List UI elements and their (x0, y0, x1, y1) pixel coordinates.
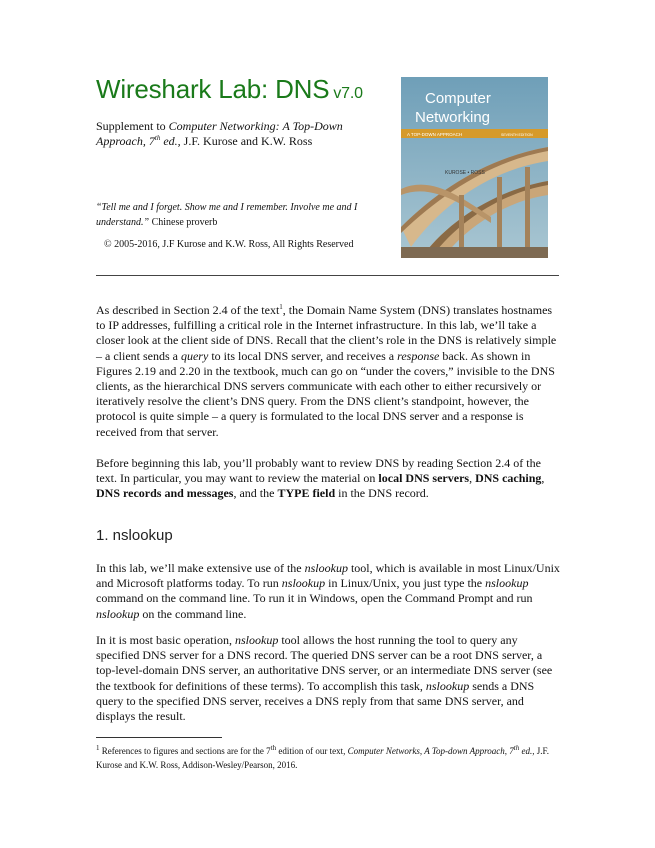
supplement-prefix: Supplement to (96, 119, 169, 133)
footnote-ref[interactable]: 1 (279, 303, 283, 311)
footnote-divider (96, 737, 222, 738)
intro-paragraph: As described in Section 2.4 of the text$^1$, the Domain Name System (DNS) translates hostnames to IP addresses, fulfilling a critical role in the Internet infrastructure. In this lab, we’ll take a closer look at the client side of DNS. Recall that the client’s role in the DNS is relatively simple – a client sends a query to its local DNS server, and receives a response back. As shown in Figures 2.19 and 2.20 in the textbook, much can go on “under the covers,” invisible to the DNS clients, as the hierarchical DNS servers communicate with each other to either recursively or iteratively resolve the client’s DNS query. From the DNS client’s standpoint, however, the protocol is quite simple – a query is formulated to the local DNS server and a response is received from that server. (96, 303, 557, 439)
book-title: Computer Networking: A Top-Down Approach, 7 (96, 119, 343, 148)
cover-authors: KUROSE • ROSS (445, 170, 485, 176)
supplement-line (96, 119, 386, 149)
nslookup-intro-paragraph: In this lab, we’ll make extensive use of the nslookup tool, which is available in most Linux/Unix and Microsoft platforms today. To run nslookup in Linux/Unix, you just type the nslookup command on the command line. To run it in Windows, open the Command Prompt and run nslookup on the command line. (96, 561, 560, 621)
cover-subtitle: A TOP-DOWN APPROACH (407, 132, 463, 137)
proverb-quote (96, 200, 396, 230)
footnote: $^1$ References to figures and sections are for the 7th edition of our text, Computer Networks, A Top-down Approach, 7th ed., J.F. Kurose and K.W. Ross, Addison-Wesley/Pearson, 2016. (96, 744, 549, 770)
document-title (96, 74, 363, 105)
title-text: Wireshark Lab: DNS (96, 74, 330, 104)
review-paragraph: Before beginning this lab, you’ll probably want to review DNS by reading Section 2.4 of the text. In particular, you may want to review the material on local DNS servers, DNS caching, DNS records and messages, and the TYPE field in the DNS record. (96, 456, 545, 501)
quote-text: “Tell me and I forget. Show me and I remember. Involve me and I understand.” (96, 202, 358, 228)
cover-title-line2: Networking (415, 109, 491, 126)
edition-suffix: ed., (160, 134, 181, 148)
edition-sup: th (154, 134, 161, 142)
cover-title-line1: Computer (425, 90, 491, 107)
book-cover-art (401, 77, 548, 258)
quote-source: Chinese proverb (149, 217, 218, 228)
authors: J.F. Kurose and K.W. Ross (180, 134, 313, 148)
book-cover-image (401, 77, 548, 258)
copyright-notice: © 2005-2016, J.F Kurose and K.W. Ross, All Rights Reserved (104, 239, 354, 250)
nslookup-operation-paragraph: In it is most basic operation, nslookup tool allows the host running the tool to query any specified DNS server for a DNS record. The queried DNS server can be a root DNS server, a top-level-domain DNS server, an authoritative DNS server, or an intermediate DNS server (see the textbook for definitions of these terms). To accomplish this task, nslookup sends a DNS query to the specified DNS server, receives a DNS reply from that same DNS server, and displays the result. (96, 633, 553, 724)
header-divider (96, 275, 559, 276)
section-heading-nslookup: 1. nslookup (96, 527, 173, 544)
version-label: v7.0 (333, 85, 363, 102)
cover-edition: SEVENTH EDITION (501, 133, 533, 137)
